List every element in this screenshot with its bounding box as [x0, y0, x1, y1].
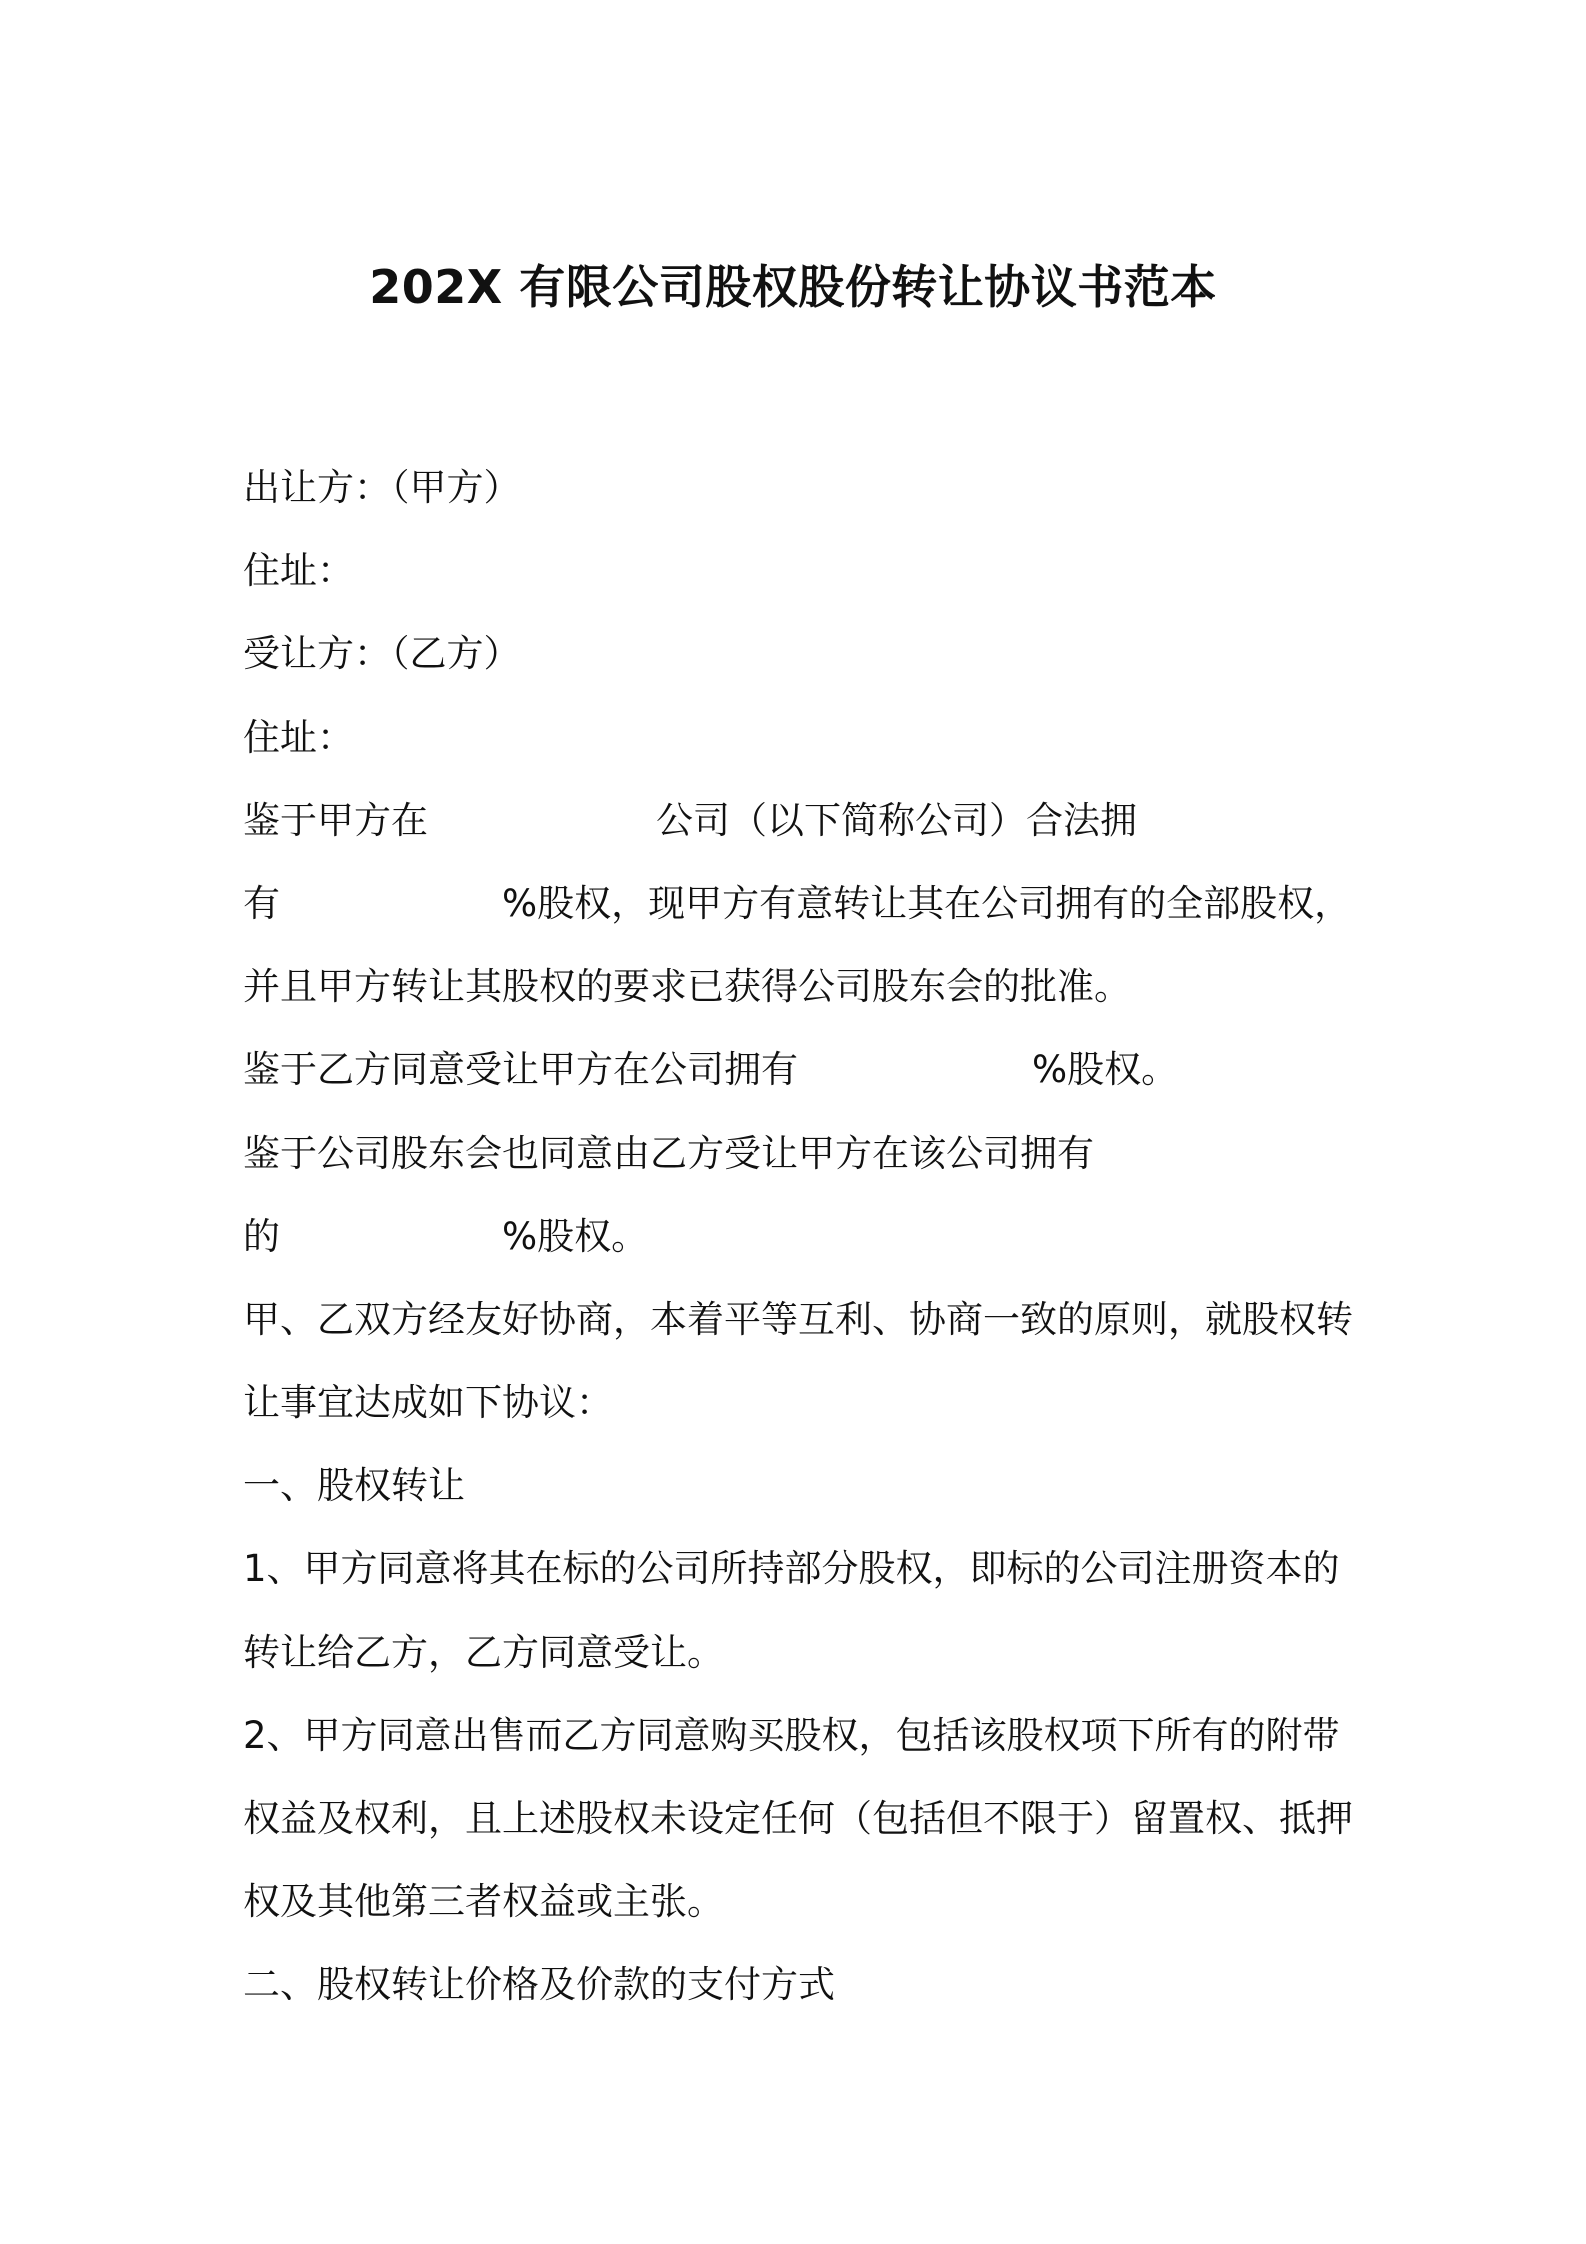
line-text: %股权，现甲方有意转让其在公司拥有的全部股权，: [502, 881, 1352, 925]
line-text: 住址：: [243, 549, 354, 593]
paragraph-line: [243, 446, 1353, 529]
paragraph-line: [243, 862, 1353, 945]
line-text: 出让方：（甲方）: [243, 466, 521, 509]
paragraph-line: [243, 1860, 1353, 1943]
line-text: 让事宜达成如下协议：: [243, 1381, 613, 1425]
line-text: 公司（以下简称公司）合法拥: [656, 798, 1137, 842]
paragraph-line: [243, 1361, 1353, 1444]
paragraph-line: [243, 1611, 1353, 1694]
paragraph-line: [243, 1777, 1353, 1860]
line-text: 转让给乙方，乙方同意受让。: [243, 1630, 724, 1674]
line-text: 权益及权利，且上述股权未设定任何（包括但不限于）留置权、抵押: [243, 1797, 1353, 1840]
document-body: [243, 446, 1353, 2027]
paragraph-line: [243, 1694, 1353, 1777]
paragraph-line: [243, 696, 1353, 779]
paragraph-line: [243, 1028, 1353, 1111]
paragraph-line: [243, 1527, 1353, 1610]
line-text: 权及其他第三者权益或主张。: [243, 1880, 724, 1924]
line-text: %股权。: [502, 1214, 649, 1258]
section-heading: [243, 1943, 1353, 2026]
document-title: 202X 有限公司股权股份转让协议书范本: [369, 260, 1217, 314]
paragraph-line: [243, 779, 1353, 862]
line-text: 并且甲方转让其股权的要求已获得公司股东会的批准。: [243, 965, 1131, 1009]
line-text: 住址：: [243, 715, 354, 759]
line-text: 2、甲方同意出售而乙方同意购买股权，包括该股权项下所有的附带: [243, 1713, 1340, 1757]
line-text: 的: [243, 1214, 280, 1258]
line-text: 有: [243, 881, 280, 925]
line-text: 鉴于乙方同意受让甲方在公司拥有: [243, 1048, 798, 1092]
paragraph-line: [243, 529, 1353, 612]
line-text: 受让方：（乙方）: [243, 632, 521, 676]
line-text: 鉴于公司股东会也同意由乙方受让甲方在该公司拥有: [243, 1131, 1094, 1175]
line-text: 一、股权转让: [243, 1464, 465, 1508]
line-text: 1、甲方同意将其在标的公司所持部分股权，即标的公司注册资本的: [243, 1547, 1340, 1591]
line-text: 甲、乙双方经友好协商，本着平等互利、协商一致的原则，就股权转: [243, 1297, 1353, 1341]
paragraph-line: [243, 612, 1353, 695]
line-text: 二、股权转让价格及价款的支付方式: [243, 1963, 835, 2007]
line-text: %股权。: [1032, 1048, 1179, 1092]
paragraph-line: [243, 1195, 1353, 1278]
line-text: 鉴于甲方在: [243, 798, 428, 842]
section-heading: [243, 1444, 1353, 1527]
paragraph-line: [243, 1278, 1353, 1361]
paragraph-line: [243, 1112, 1353, 1195]
paragraph-line: [243, 945, 1353, 1028]
